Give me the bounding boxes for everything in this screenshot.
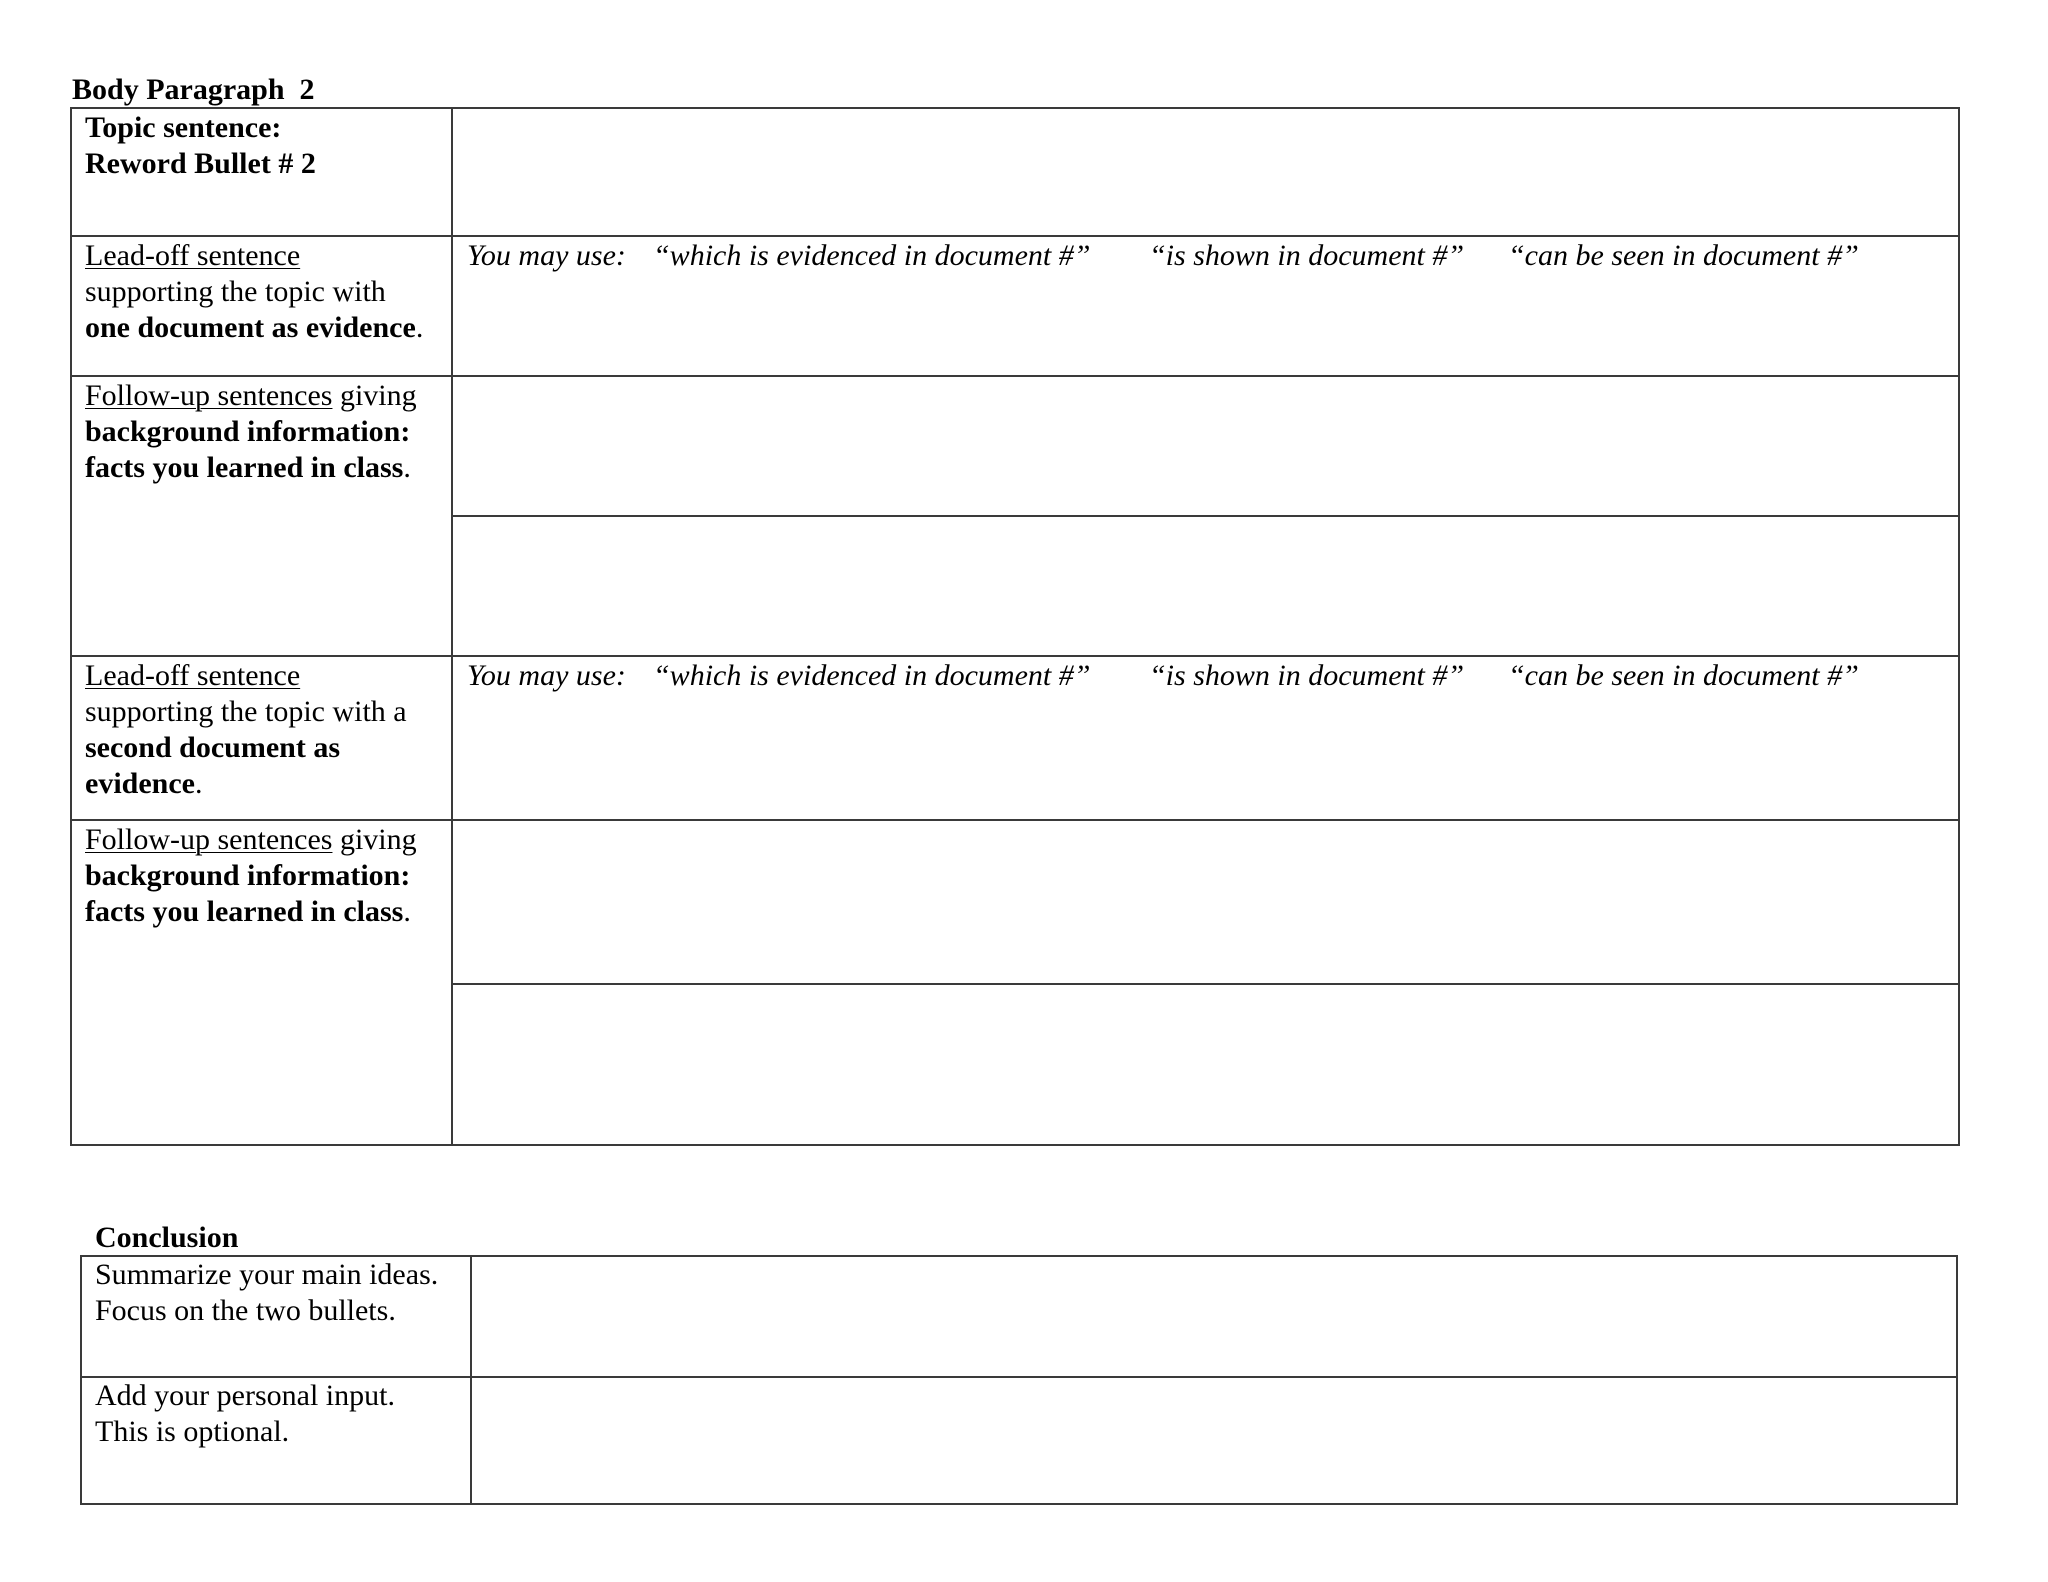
- row-divider-answer: [451, 515, 1960, 517]
- follow-up-1-period: .: [403, 451, 411, 484]
- follow-up-1-answer-cell-b[interactable]: [455, 519, 1956, 653]
- lead-off-2-hint: [467, 658, 1859, 694]
- lead-off-1-plain: supporting the topic with: [85, 275, 386, 308]
- follow-up-2-period: .: [403, 895, 411, 928]
- follow-up-2-label: [85, 822, 417, 930]
- hint-option-1: “which is evidenced in document #”: [653, 239, 1091, 272]
- hint-option-3: “can be seen in document #”: [1508, 239, 1859, 272]
- hint-option-1: “which is evidenced in document #”: [653, 659, 1091, 692]
- conclusion-heading: Conclusion: [95, 1221, 239, 1254]
- lead-off-2-bold-line1: second document as: [85, 731, 341, 764]
- conclusion-column-divider: [470, 1255, 472, 1505]
- lead-off-1-underlined: Lead-off sentence: [85, 239, 301, 272]
- lead-off-1-bold: one document as evidence: [85, 311, 416, 344]
- personal-input-line1: Add your personal input.: [95, 1379, 395, 1412]
- hint-option-2: “is shown in document #”: [1149, 239, 1465, 272]
- lead-off-1-label: [85, 238, 423, 346]
- follow-up-2-answer-cell-a[interactable]: [455, 823, 1956, 981]
- lead-off-2-underlined: Lead-off sentence: [85, 659, 301, 692]
- lead-off-1-answer-cell[interactable]: [455, 278, 1956, 373]
- topic-sentence-line2: Reword Bullet # 2: [85, 147, 316, 180]
- summarize-label: [95, 1257, 438, 1329]
- personal-input-label: [95, 1378, 395, 1450]
- row-divider: [70, 819, 1960, 821]
- hint-prefix: You may use:: [467, 239, 626, 272]
- row-divider: [70, 235, 1960, 237]
- follow-up-1-bold-line2: facts you learned in class: [85, 451, 404, 484]
- follow-up-1-plain: giving: [332, 379, 417, 412]
- follow-up-1-label: [85, 378, 417, 486]
- personal-input-line2: This is optional.: [95, 1415, 290, 1448]
- body-paragraph-heading: Body Paragraph 2: [72, 73, 315, 106]
- topic-sentence-line1: Topic sentence:: [85, 111, 282, 144]
- hint-option-3: “can be seen in document #”: [1508, 659, 1859, 692]
- lead-off-2-bold-line2: evidence: [85, 767, 195, 800]
- row-divider-answer: [451, 983, 1960, 985]
- lead-off-1-period: .: [415, 311, 424, 344]
- lead-off-2-answer-cell[interactable]: [455, 698, 1956, 817]
- row-divider: [70, 375, 1960, 377]
- follow-up-2-answer-cell-b[interactable]: [455, 987, 1956, 1144]
- summarize-answer-cell[interactable]: [474, 1259, 1954, 1374]
- topic-sentence-answer-cell[interactable]: [455, 111, 1956, 233]
- row-divider: [70, 655, 1960, 657]
- follow-up-2-bold-line1: background information:: [85, 859, 411, 892]
- follow-up-2-plain: giving: [332, 823, 417, 856]
- follow-up-2-underlined: Follow-up sentences: [85, 823, 333, 856]
- follow-up-1-bold-line1: background information:: [85, 415, 411, 448]
- summarize-line1: Summarize your main ideas.: [95, 1258, 439, 1291]
- lead-off-2-label: [85, 658, 407, 802]
- personal-input-answer-cell[interactable]: [474, 1380, 1954, 1501]
- lead-off-2-plain: supporting the topic with a: [85, 695, 407, 728]
- summarize-line2: Focus on the two bullets.: [95, 1294, 396, 1327]
- hint-prefix: You may use:: [467, 659, 626, 692]
- follow-up-1-answer-cell-a[interactable]: [455, 379, 1956, 513]
- hint-option-2: “is shown in document #”: [1149, 659, 1465, 692]
- follow-up-2-bold-line2: facts you learned in class: [85, 895, 404, 928]
- lead-off-2-period: .: [194, 767, 203, 800]
- follow-up-1-underlined: Follow-up sentences: [85, 379, 333, 412]
- body-paragraph-column-divider: [451, 107, 453, 1146]
- lead-off-1-hint: [467, 238, 1859, 274]
- topic-sentence-label: [85, 110, 316, 182]
